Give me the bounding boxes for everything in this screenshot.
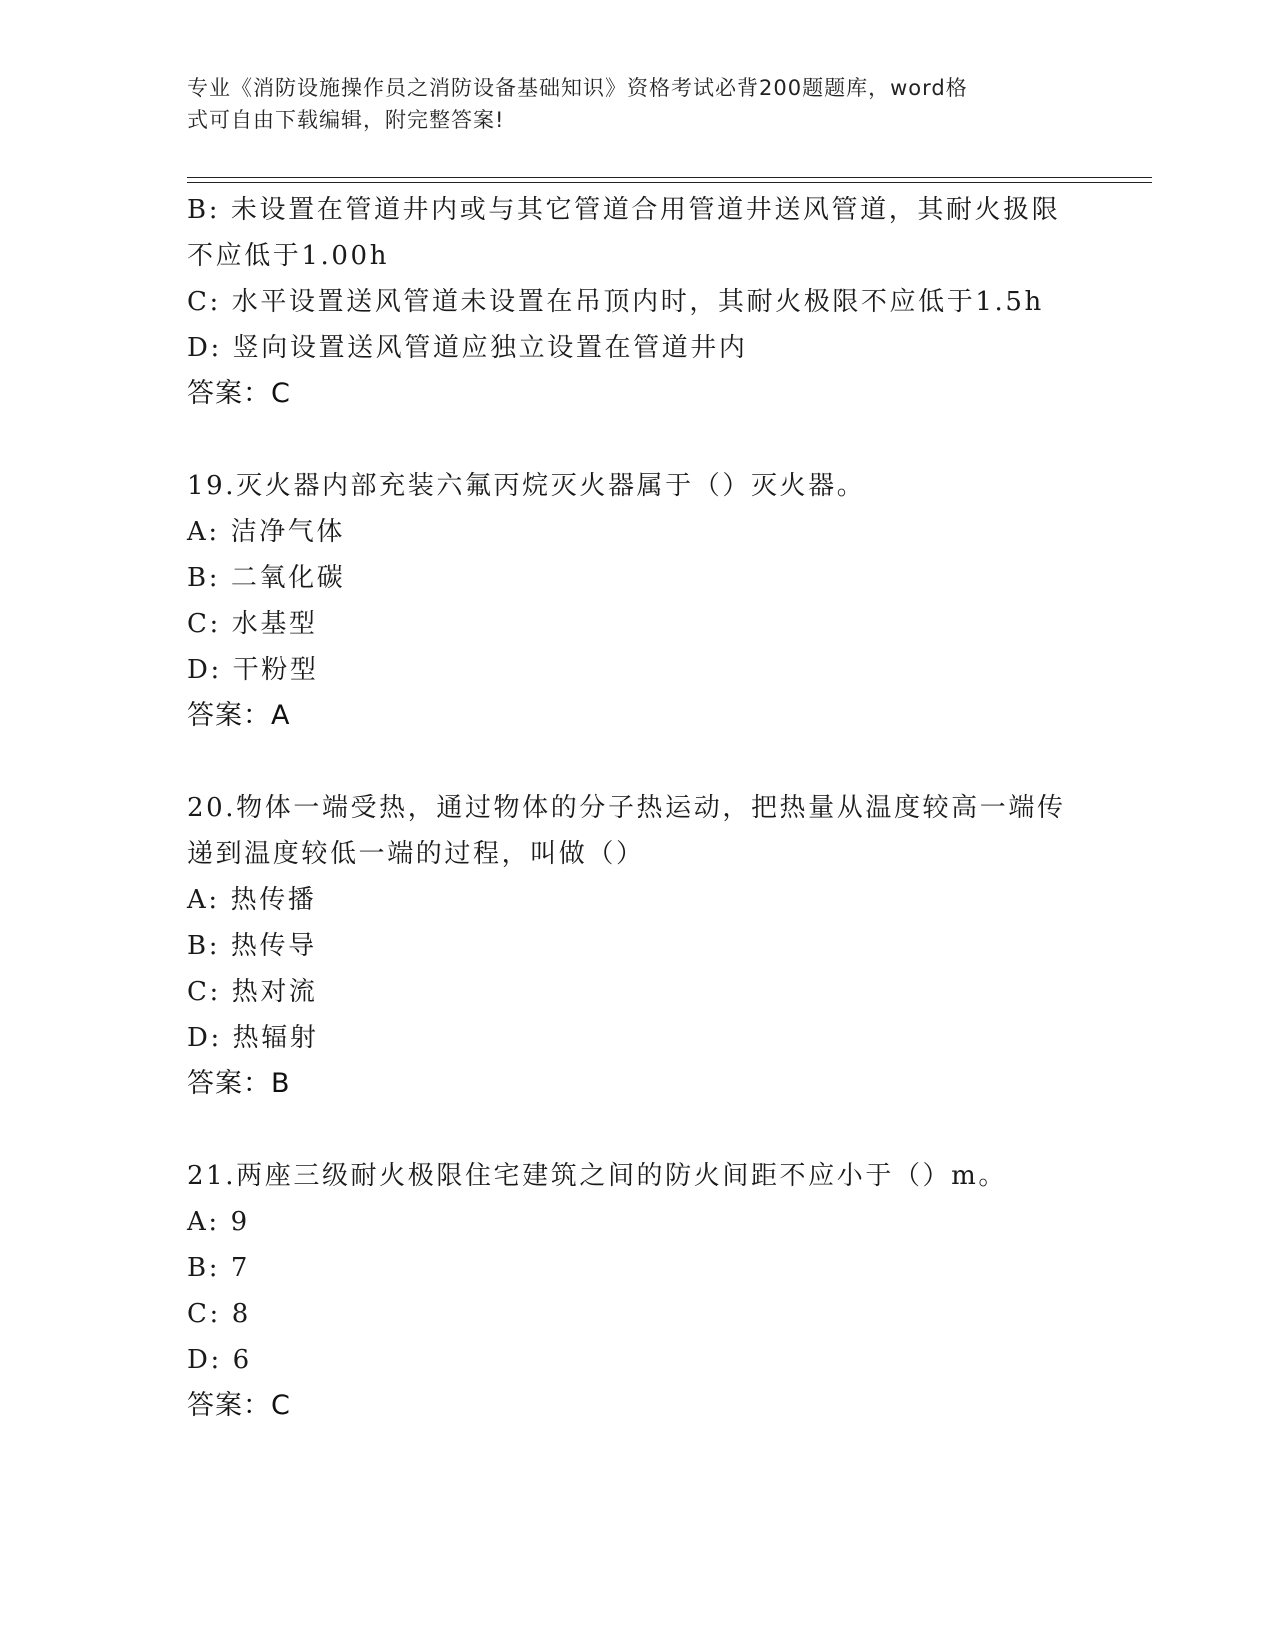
answer-label: 答案：B <box>187 1068 291 1099</box>
option-b: B: 热传导 <box>187 931 317 961</box>
page-header <box>187 72 1067 136</box>
answer-label: 答案：A <box>187 700 291 731</box>
question-text: 19.灭火器内部充装六氟丙烷灭火器属于（）灭火器。 <box>187 471 866 501</box>
option-d: D: 竖向设置送风管道应独立设置在管道井内 <box>187 333 748 363</box>
option-c: C: 水基型 <box>187 609 318 639</box>
option-b: B: 未设置在管道井内或与其它管道合用管道井送风管道，其耐火扱限 <box>187 195 1061 225</box>
question-21 <box>187 1153 1087 1429</box>
spacer <box>187 417 1087 463</box>
spacer <box>187 1107 1087 1153</box>
option-d: D: 热辐射 <box>187 1023 319 1053</box>
answer-label: 答案：C <box>187 1390 291 1421</box>
option-b: B: 二氧化碳 <box>187 563 346 593</box>
option-d: D: 6 <box>187 1345 252 1375</box>
question-18-continued <box>187 187 1087 417</box>
option-b: B: 7 <box>187 1253 251 1283</box>
header-rule-bottom <box>187 182 1152 183</box>
question-text: 21.两座三级耐火极限住宅建筑之间的防火间距不应小于（）m。 <box>187 1161 1008 1191</box>
option-c: C: 8 <box>187 1299 251 1329</box>
header-rule-top <box>187 177 1152 178</box>
question-text-continued: 递到温度较低一端的过程，叫做（） <box>187 839 645 869</box>
option-c: C: 热对流 <box>187 977 318 1007</box>
option-b-continued: 不应低于1.00h <box>187 241 390 271</box>
header-line-2: 式可自由下载编辑，附完整答案! <box>187 108 505 132</box>
question-19 <box>187 463 1087 739</box>
option-a: A: 热传播 <box>187 885 317 915</box>
spacer <box>187 739 1087 785</box>
question-list <box>187 187 1087 1429</box>
question-text: 20.物体一端受热，通过物体的分子热运动，把热量从温度较高一端传 <box>187 793 1066 823</box>
option-c: C: 水平设置送风管道未设置在吊顶内时，其耐火极限不应低于1.5h <box>187 287 1044 317</box>
answer-label: 答案：C <box>187 378 291 409</box>
option-a: A: 9 <box>187 1207 250 1237</box>
question-20 <box>187 785 1087 1107</box>
header-line-1: 专业《消防设施操作员之消防设备基础知识》资格考试必背200题题库，word格 <box>187 76 968 100</box>
option-d: D: 干粉型 <box>187 655 319 685</box>
option-a: A: 洁净气体 <box>187 517 346 547</box>
